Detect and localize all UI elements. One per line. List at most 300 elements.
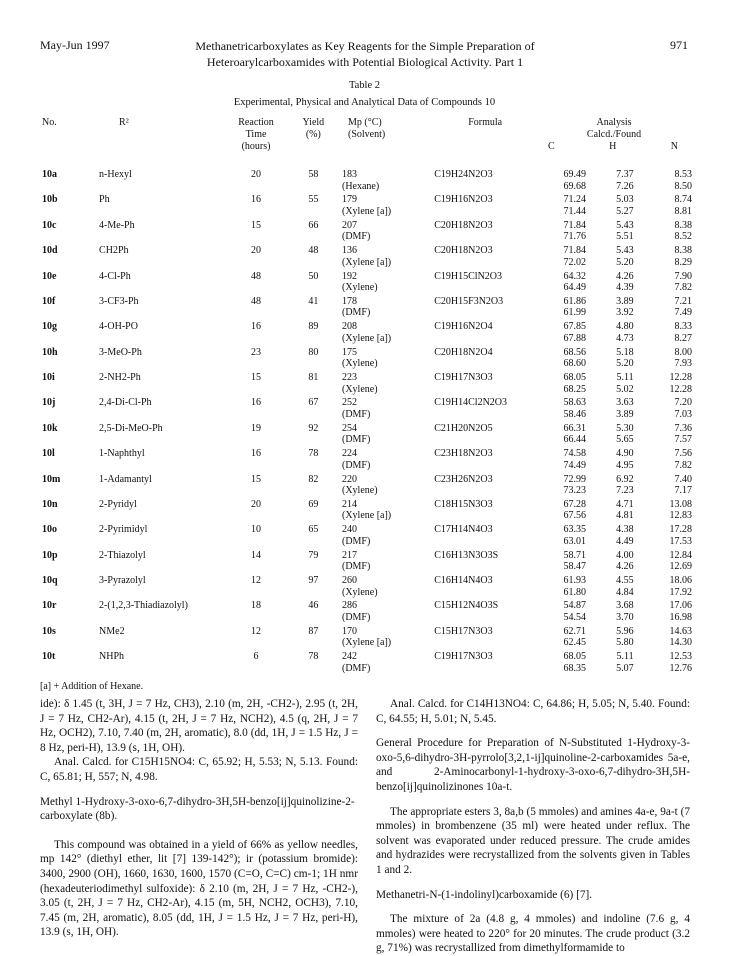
table-row-found <box>42 637 692 649</box>
table-row <box>42 423 692 435</box>
table-row-found <box>42 510 692 522</box>
cell-calc-n: 7.56 <box>674 448 692 460</box>
cell-calc-n: 8.53 <box>674 169 692 180</box>
cell-r2: n-Hexyl <box>99 169 132 180</box>
cell-time: 16 <box>251 321 262 333</box>
header-analysis-2: Calcd./Found <box>586 129 642 140</box>
cell-solvent: (Xylene [a]) <box>341 205 392 217</box>
cell-solvent: (DMF) <box>341 459 371 471</box>
cell-mp: 224 <box>341 448 357 460</box>
cell-calc-h: 5.18 <box>616 346 634 358</box>
table-header-row <box>42 117 692 153</box>
cell-time: 16 <box>251 397 262 409</box>
cell-mp: 242 <box>341 651 357 663</box>
cell-r2: 1-Adamantyl <box>99 473 152 485</box>
cell-found-c: 68.60 <box>563 358 586 370</box>
cell-r2: 2,4-Di-Cl-Ph <box>99 397 152 409</box>
cell-solvent: (Xylene) <box>341 586 378 598</box>
cell-formula: C18H15N3O3 <box>434 498 493 510</box>
cell-found-n: 12.28 <box>669 383 692 395</box>
cell-found-n: 7.17 <box>674 485 692 497</box>
cell-mp: 223 <box>341 372 357 383</box>
cell-calc-n: 17.06 <box>669 600 692 612</box>
cell-found-n: 17.53 <box>669 535 692 547</box>
cell-r2: Ph <box>99 194 110 206</box>
cell-calc-c: 64.32 <box>563 270 586 282</box>
table-label: Table 2 <box>348 80 381 91</box>
cell-calc-n: 8.38 <box>674 245 692 257</box>
cell-r2: 1-Naphthyl <box>99 448 145 460</box>
cell-time: 23 <box>251 346 262 358</box>
table-row-found <box>42 409 692 421</box>
cell-time: 16 <box>251 194 262 206</box>
cell-r2: 4-Me-Ph <box>99 219 135 231</box>
cell-calc-n: 8.38 <box>674 219 692 231</box>
right-p4: Methanetri-N-(1-indolinyl)carboxamide (6) [7]. <box>376 888 593 901</box>
cell-mp: 208 <box>341 321 357 333</box>
cell-found-h: 7.23 <box>616 485 634 497</box>
table-row-found <box>42 181 692 193</box>
header-yield-1: Yield <box>302 117 325 128</box>
cell-calc-c: 61.86 <box>563 295 586 307</box>
cell-time: 48 <box>251 270 262 282</box>
cell-calc-c: 71.24 <box>563 194 586 206</box>
cell-found-c: 67.88 <box>563 332 586 344</box>
cell-calc-c: 68.56 <box>563 346 586 358</box>
cell-calc-h: 4.26 <box>616 270 634 282</box>
cell-calc-c: 69.49 <box>563 169 586 180</box>
cell-calc-c: 67.85 <box>563 321 586 333</box>
header-mp-1: Mp (°C) <box>347 117 382 128</box>
right-p3: The appropriate esters 3, 8a,b (5 mmoles) and amines 4a-e, 9a-t (7 mmoles) in brombenzene (35 ml) were heated under reflux. The solvent was evaporated under reduced pressure. The crude amides and hydrazides were recrystallized from the solvents given in Tables 1 and 2. <box>376 805 690 876</box>
cell-calc-n: 8.33 <box>674 321 692 333</box>
cell-no: 10h <box>42 346 58 358</box>
table-row <box>42 321 692 333</box>
cell-calc-c: 71.84 <box>563 245 586 257</box>
cell-calc-c: 72.99 <box>563 473 586 485</box>
cell-calc-h: 3.63 <box>616 397 634 409</box>
cell-found-c: 58.46 <box>563 408 586 420</box>
cell-yield: 50 <box>308 270 319 282</box>
right-p2: General Procedure for Preparation of N-Substituted 1-Hydroxy-3-oxo-5,6-dihydro-3H-pyrrolo[3,2,1-ij]quinoline-2-carboxamides 5a-e, and 2-Aminocarbonyl-1-hydroxy-3-oxo-6,7-dihydro-3H,5H-benzo[ij]quinolizinones 10a-t. <box>376 737 690 793</box>
cell-solvent: (DMF) <box>341 561 371 573</box>
running-title-line2: Heteroarylcarboxamides with Potential Biological Activity. Part 1 <box>206 55 524 69</box>
cell-formula: C20H18N2O3 <box>434 245 493 257</box>
cell-found-c: 58.47 <box>563 561 586 573</box>
cell-formula: C23H18N2O3 <box>434 448 493 460</box>
cell-found-n: 17.92 <box>669 586 692 598</box>
cell-found-h: 5.02 <box>616 383 634 395</box>
cell-yield: 67 <box>308 397 319 409</box>
cell-found-n: 7.03 <box>674 408 692 420</box>
cell-found-n: 12.69 <box>669 561 692 573</box>
cell-mp: 220 <box>341 473 357 485</box>
cell-calc-h: 5.43 <box>616 245 634 257</box>
cell-mp: 207 <box>341 219 357 231</box>
cell-solvent: (DMF) <box>341 231 371 243</box>
table-footnote: [a] + Addition of Hexane. <box>40 681 144 692</box>
cell-r2: CH2Ph <box>99 245 129 257</box>
header-formula: Formula <box>468 117 503 128</box>
cell-found-h: 5.51 <box>616 231 634 243</box>
cell-time: 14 <box>251 549 262 561</box>
right-p1: Anal. Calcd. for C14H13NO4: C, 64.86; H, 5.05; N, 5.40. Found: C, 64.55; H, 5.01; N, 5.45. <box>376 698 690 725</box>
cell-found-h: 4.84 <box>616 586 634 598</box>
table-row-found <box>42 485 692 497</box>
cell-r2: 2-Pyrimidyl <box>99 524 148 536</box>
cell-found-h: 4.39 <box>616 282 634 294</box>
cell-found-h: 3.70 <box>616 611 634 623</box>
cell-time: 6 <box>253 651 259 663</box>
cell-found-n: 12.83 <box>669 510 692 522</box>
cell-yield: 80 <box>308 346 319 358</box>
table-row <box>42 626 692 638</box>
header-analysis <box>536 117 692 153</box>
cell-mp: 286 <box>341 600 357 612</box>
running-title <box>150 38 580 70</box>
header-time-3: (hours) <box>241 141 271 152</box>
cell-calc-h: 4.00 <box>616 549 634 561</box>
table-row-found <box>42 333 692 345</box>
header-no: No. <box>42 117 57 128</box>
table-row-found <box>42 384 692 396</box>
cell-r2: NHPh <box>99 651 125 663</box>
cell-solvent: (Hexane) <box>341 180 380 192</box>
cell-time: 15 <box>251 372 262 383</box>
cell-mp: 214 <box>341 498 357 510</box>
cell-time: 15 <box>251 473 262 485</box>
table-row-found <box>42 663 692 675</box>
cell-yield: 78 <box>308 651 319 663</box>
table-row <box>42 651 692 663</box>
table-row-found <box>42 282 692 294</box>
cell-calc-c: 67.28 <box>563 498 586 510</box>
header-analysis-1: Analysis <box>596 117 632 128</box>
table-row <box>42 296 692 308</box>
cell-formula: C17H14N4O3 <box>434 524 493 536</box>
cell-calc-h: 4.55 <box>616 575 634 586</box>
table-row <box>42 271 692 283</box>
cell-calc-n: 7.40 <box>674 473 692 485</box>
header-mp <box>342 117 434 153</box>
cell-calc-n: 7.90 <box>674 270 692 282</box>
journal-date: May-Jun 1997 <box>40 38 110 52</box>
cell-solvent: (Xylene) <box>341 358 378 370</box>
left-p1: ide): δ 1.45 (t, 3H, J = 7 Hz, CH3), 2.10 (m, 2H, -CH2-), 2.95 (t, 2H, J = 7 Hz, CH2-Ar), 4.15 (t, 2H, J = 7 Hz, NCH2), 4.5 (q, 2H, J = 7 Hz, OCH2), 7.10, 7.40 (m, 2H, aromatic), 8.0 (dd, 1H, J = 1.5 Hz, J = 8 Hz, peri-H), 13.9 (s, 1H, OH). <box>40 698 358 754</box>
cell-calc-h: 4.71 <box>616 498 634 510</box>
cell-no: 10f <box>42 295 56 307</box>
cell-found-n: 7.82 <box>674 282 692 294</box>
cell-r2: 2-(1,2,3-Thiadiazolyl) <box>99 600 188 612</box>
cell-calc-c: 74.58 <box>563 448 586 460</box>
cell-found-c: 69.68 <box>563 180 586 192</box>
cell-r2: NMe2 <box>99 625 125 637</box>
table-row <box>42 372 692 384</box>
header-mp-2: (Solvent) <box>347 129 386 140</box>
cell-calc-n: 7.20 <box>674 397 692 409</box>
cell-found-c: 67.56 <box>563 510 586 522</box>
cell-mp: 217 <box>341 549 357 561</box>
cell-yield: 79 <box>308 549 319 561</box>
cell-r2: 4-OH-PO <box>99 321 138 333</box>
cell-no: 10g <box>42 321 57 333</box>
cell-yield: 89 <box>308 321 319 333</box>
table-row <box>42 600 692 612</box>
cell-mp: 136 <box>341 245 357 257</box>
cell-mp: 252 <box>341 397 357 409</box>
cell-no: 10i <box>42 372 55 383</box>
cell-found-h: 5.20 <box>616 256 634 268</box>
cell-solvent: (DMF) <box>341 408 371 420</box>
cell-found-c: 64.49 <box>563 282 586 294</box>
cell-calc-h: 4.38 <box>616 524 634 536</box>
cell-calc-h: 5.11 <box>616 372 634 383</box>
cell-formula: C20H18N2O4 <box>434 346 493 358</box>
cell-solvent: (Xylene [a]) <box>341 510 392 522</box>
cell-solvent: (DMF) <box>341 307 371 319</box>
cell-calc-c: 58.63 <box>563 397 586 409</box>
cell-calc-n: 8.00 <box>674 346 692 358</box>
cell-found-c: 54.54 <box>563 611 586 623</box>
cell-yield: 97 <box>308 575 319 586</box>
cell-no: 10o <box>42 524 57 536</box>
cell-calc-c: 61.93 <box>563 575 586 586</box>
cell-time: 48 <box>251 295 262 307</box>
cell-found-h: 5.80 <box>616 637 634 649</box>
cell-no: 10r <box>42 600 57 612</box>
cell-formula: C19H16N2O4 <box>434 321 493 333</box>
left-column <box>40 697 358 940</box>
cell-calc-c: 58.71 <box>563 549 586 561</box>
cell-found-h: 5.20 <box>616 358 634 370</box>
table-row <box>42 194 692 206</box>
cell-found-c: 63.01 <box>563 535 586 547</box>
cell-r2: 4-Cl-Ph <box>99 270 131 282</box>
table-row-found <box>42 358 692 370</box>
cell-yield: 82 <box>308 473 319 485</box>
table-row-found <box>42 307 692 319</box>
cell-calc-c: 62.71 <box>563 625 586 637</box>
cell-found-h: 4.81 <box>616 510 634 522</box>
table-row <box>42 448 692 460</box>
header-r2: R² <box>119 117 129 128</box>
cell-found-n: 8.29 <box>674 256 692 268</box>
cell-mp: 260 <box>341 575 357 586</box>
header-yield <box>285 117 342 153</box>
cell-found-h: 4.49 <box>616 535 634 547</box>
cell-yield: 69 <box>308 498 319 510</box>
cell-calc-h: 5.43 <box>616 219 634 231</box>
right-p5: The mixture of 2a (4.8 g, 4 mmoles) and indoline (7.6 g, 4 mmoles) were heated to 220° for 20 minutes. The crude product (3.2 g, 71%) was recrystallized from dimethylformamide to <box>376 913 690 955</box>
cell-time: 18 <box>251 600 262 612</box>
cell-yield: 58 <box>308 169 319 180</box>
cell-calc-h: 5.03 <box>616 194 634 206</box>
cell-mp: 178 <box>341 295 357 307</box>
cell-calc-c: 54.87 <box>563 600 586 612</box>
cell-calc-n: 14.63 <box>669 625 692 637</box>
running-title-line1: Methanetricarboxylates as Key Reagents for the Simple Preparation of <box>195 39 535 53</box>
cell-no: 10q <box>42 575 58 586</box>
cell-yield: 65 <box>308 524 319 536</box>
cell-calc-h: 5.96 <box>616 625 634 637</box>
cell-formula: C16H14N4O3 <box>434 575 493 586</box>
cell-no: 10d <box>42 245 58 257</box>
cell-calc-n: 12.28 <box>669 372 692 383</box>
cell-yield: 46 <box>308 600 319 612</box>
table-row <box>42 474 692 486</box>
cell-found-h: 5.27 <box>616 205 634 217</box>
cell-calc-h: 4.90 <box>616 448 634 460</box>
cell-calc-c: 66.31 <box>563 422 586 434</box>
cell-calc-n: 17.28 <box>669 524 692 536</box>
cell-found-n: 7.93 <box>674 358 692 370</box>
cell-found-c: 62.45 <box>563 637 586 649</box>
cell-found-n: 8.27 <box>674 332 692 344</box>
cell-found-c: 71.44 <box>563 205 586 217</box>
table-row <box>42 220 692 232</box>
cell-r2: 3-CF3-Ph <box>99 295 139 307</box>
header-c: C <box>548 141 555 152</box>
cell-found-n: 8.52 <box>674 231 692 243</box>
cell-formula: C20H18N2O3 <box>434 219 493 231</box>
table-row-found <box>42 231 692 243</box>
cell-calc-h: 5.30 <box>616 422 634 434</box>
cell-calc-n: 12.84 <box>669 549 692 561</box>
header-time-2: Time <box>245 129 267 140</box>
table-row <box>42 575 692 587</box>
cell-no: 10j <box>42 397 56 409</box>
cell-solvent: (DMF) <box>341 611 371 623</box>
cell-no: 10c <box>42 219 57 231</box>
cell-calc-c: 71.84 <box>563 219 586 231</box>
cell-formula: C23H26N2O3 <box>434 473 493 485</box>
left-p2: Anal. Calcd. for C15H15NO4: C, 65.92; H, 5.53; N, 5.13. Found: C, 65.81; H, 557; N, 4.98. <box>40 756 358 783</box>
cell-r2: 3-MeO-Ph <box>99 346 142 358</box>
cell-found-c: 61.80 <box>563 586 586 598</box>
page-number: 971 <box>670 38 688 52</box>
cell-formula: C21H20N2O5 <box>434 422 493 434</box>
cell-found-c: 61.99 <box>563 307 586 319</box>
cell-no: 10l <box>42 448 55 460</box>
cell-yield: 92 <box>308 422 319 434</box>
table-row-found <box>42 257 692 269</box>
cell-found-h: 7.26 <box>616 180 634 192</box>
cell-no: 10p <box>42 549 58 561</box>
cell-found-h: 3.92 <box>616 307 634 319</box>
cell-solvent: (Xylene [a]) <box>341 332 392 344</box>
table-row <box>42 524 692 536</box>
table-title <box>0 77 729 111</box>
cell-calc-c: 63.35 <box>563 524 586 536</box>
cell-found-n: 8.81 <box>674 205 692 217</box>
cell-solvent: (DMF) <box>341 662 371 674</box>
cell-time: 20 <box>251 498 262 510</box>
cell-solvent: (Xylene [a]) <box>341 637 392 649</box>
header-time-1: Reaction <box>238 117 274 128</box>
cell-calc-n: 12.53 <box>669 651 692 663</box>
cell-found-n: 7.82 <box>674 459 692 471</box>
cell-mp: 183 <box>341 169 357 180</box>
cell-formula: C19H17N3O3 <box>434 372 493 383</box>
cell-calc-h: 6.92 <box>616 473 634 485</box>
cell-found-n: 16.98 <box>669 611 692 623</box>
cell-solvent: (Xylene) <box>341 282 378 294</box>
cell-formula: C19H24N2O3 <box>434 169 493 180</box>
cell-found-n: 7.49 <box>674 307 692 319</box>
table-caption: Experimental, Physical and Analytical Data of Compounds 10 <box>233 97 496 108</box>
cell-solvent: (DMF) <box>341 434 371 446</box>
cell-calc-h: 5.11 <box>616 651 634 663</box>
cell-found-c: 71.76 <box>563 231 586 243</box>
header-time <box>227 117 284 153</box>
cell-yield: 55 <box>308 194 319 206</box>
cell-calc-h: 3.89 <box>616 295 634 307</box>
cell-calc-n: 13.08 <box>669 498 692 510</box>
cell-calc-n: 7.36 <box>674 422 692 434</box>
left-p4: This compound was obtained in a yield of 66% as yellow needles, mp 142° (diethyl ether, lit [7] 139-142°); ir (potassium bromide): 3400, 2900 (OH), 1660, 1630, 1600, 1570 (C=O, C=C) cm-1; 1H nmr (hexadeuteriodimethyl sulfoxide): δ 2.10 (m, 2H, J = 7 Hz, -CH2-), 3.05 (t, 2H, J = 7 Hz, CH2-Ar), 4.15 (m, 5H, NCH2, OCH3), 7.10, 7.45 (m, 2H, aromatic), 8.05 (dd, 1H, J = 1.5 Hz, J = 7 Hz, peri-H), 13.9 (s, 1H, OH). <box>40 838 358 939</box>
header-n: N <box>670 141 678 152</box>
cell-found-c: 66.44 <box>563 434 586 446</box>
cell-no: 10k <box>42 422 58 434</box>
cell-found-h: 4.26 <box>616 561 634 573</box>
cell-found-h: 4.95 <box>616 459 634 471</box>
cell-mp: 240 <box>341 524 357 536</box>
cell-time: 10 <box>251 524 262 536</box>
cell-found-n: 12.76 <box>669 662 692 674</box>
cell-found-h: 3.89 <box>616 408 634 420</box>
cell-yield: 81 <box>308 372 319 383</box>
cell-found-c: 68.25 <box>563 383 586 395</box>
cell-mp: 170 <box>341 625 357 637</box>
table-row <box>42 169 692 181</box>
cell-found-h: 5.07 <box>616 662 634 674</box>
header-h: H <box>609 141 617 152</box>
cell-r2: 2-NH2-Ph <box>99 372 141 383</box>
table-row-found <box>42 460 692 472</box>
cell-no: 10m <box>42 473 61 485</box>
cell-r2: 3-Pyrazolyl <box>99 575 146 586</box>
cell-formula: C19H17N3O3 <box>434 651 493 663</box>
cell-found-n: 14.30 <box>669 637 692 649</box>
cell-calc-h: 3.68 <box>616 600 634 612</box>
table-row-found <box>42 434 692 446</box>
cell-formula: C16H13N3O3S <box>434 549 499 561</box>
cell-r2: 2-Pyridyl <box>99 498 137 510</box>
cell-no: 10t <box>42 651 56 663</box>
cell-found-c: 68.35 <box>563 662 586 674</box>
cell-solvent: (Xylene) <box>341 383 378 395</box>
cell-calc-h: 7.37 <box>616 169 634 180</box>
right-column <box>376 697 690 956</box>
data-table <box>42 117 692 677</box>
header-yield-2: (%) <box>305 129 321 140</box>
cell-time: 12 <box>251 625 262 637</box>
cell-mp: 179 <box>341 194 357 206</box>
cell-time: 12 <box>251 575 262 586</box>
table-row <box>42 347 692 359</box>
cell-calc-c: 68.05 <box>563 651 586 663</box>
cell-mp: 175 <box>341 346 357 358</box>
cell-no: 10s <box>42 625 56 637</box>
table-row-found <box>42 612 692 624</box>
table-row-found <box>42 536 692 548</box>
cell-no: 10b <box>42 194 58 206</box>
cell-yield: 78 <box>308 448 319 460</box>
cell-formula: C19H15ClN2O3 <box>434 270 503 282</box>
cell-yield: 87 <box>308 625 319 637</box>
cell-yield: 66 <box>308 219 319 231</box>
cell-formula: C15H17N3O3 <box>434 625 493 637</box>
